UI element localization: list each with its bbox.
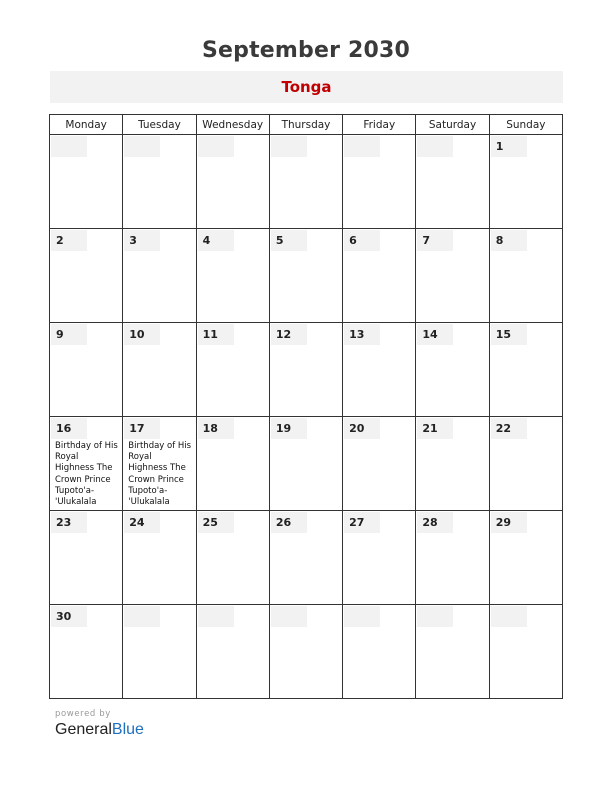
day-number: 7 xyxy=(417,230,453,251)
weekday-header: Monday xyxy=(50,115,123,135)
day-number: 20 xyxy=(344,418,380,439)
day-cell[interactable] xyxy=(50,229,123,323)
country-banner xyxy=(50,71,563,103)
weekday-header: Saturday xyxy=(416,115,489,135)
day-number: 3 xyxy=(124,230,160,251)
brand-blue: Blue xyxy=(111,721,144,738)
day-cell[interactable] xyxy=(343,135,416,229)
day-cell[interactable] xyxy=(123,511,196,605)
day-number: 10 xyxy=(124,324,160,345)
day-cell[interactable] xyxy=(196,417,269,511)
day-cell[interactable] xyxy=(196,605,269,699)
footer xyxy=(55,709,144,739)
day-cell[interactable] xyxy=(196,511,269,605)
day-cell[interactable] xyxy=(269,417,342,511)
day-number: 2 xyxy=(51,230,87,251)
day-number xyxy=(417,606,453,627)
brand-logo[interactable] xyxy=(55,721,144,739)
day-cell[interactable] xyxy=(196,135,269,229)
week-row xyxy=(50,323,563,417)
week-row xyxy=(50,229,563,323)
weekday-header: Thursday xyxy=(269,115,342,135)
day-number: 6 xyxy=(344,230,380,251)
day-cell[interactable] xyxy=(50,417,123,511)
day-cell[interactable] xyxy=(269,229,342,323)
day-cell[interactable] xyxy=(489,511,562,605)
day-cell[interactable] xyxy=(123,229,196,323)
day-number: 8 xyxy=(491,230,527,251)
day-cell[interactable] xyxy=(50,323,123,417)
day-cell[interactable] xyxy=(489,229,562,323)
day-number: 1 xyxy=(491,136,527,157)
day-cell[interactable] xyxy=(489,417,562,511)
day-cell[interactable] xyxy=(489,323,562,417)
day-number: 15 xyxy=(491,324,527,345)
week-row xyxy=(50,605,563,699)
day-number: 9 xyxy=(51,324,87,345)
day-cell[interactable] xyxy=(196,323,269,417)
day-number: 23 xyxy=(51,512,87,533)
day-cell[interactable] xyxy=(269,511,342,605)
week-row xyxy=(50,511,563,605)
day-number xyxy=(198,136,234,157)
weekday-header: Friday xyxy=(343,115,416,135)
day-number: 19 xyxy=(271,418,307,439)
day-number xyxy=(124,606,160,627)
day-cell[interactable] xyxy=(50,511,123,605)
day-cell[interactable] xyxy=(269,323,342,417)
brand-general: General xyxy=(55,721,112,738)
day-number: 16 xyxy=(51,418,87,439)
day-cell[interactable] xyxy=(269,135,342,229)
day-number xyxy=(344,136,380,157)
week-row xyxy=(50,417,563,511)
day-cell[interactable] xyxy=(343,229,416,323)
day-number: 26 xyxy=(271,512,307,533)
day-cell[interactable] xyxy=(416,511,489,605)
day-cell[interactable] xyxy=(416,605,489,699)
calendar-body xyxy=(50,135,563,699)
day-number: 18 xyxy=(198,418,234,439)
day-number xyxy=(124,136,160,157)
weekday-header-row xyxy=(50,115,563,135)
powered-by-text: powered by xyxy=(55,709,111,719)
day-cell[interactable] xyxy=(416,229,489,323)
day-number: 12 xyxy=(271,324,307,345)
day-cell[interactable] xyxy=(123,323,196,417)
holiday-event: Birthday of His Royal Highness The Crown Prince Tupoto'a-'Ulukalala xyxy=(128,441,192,508)
day-cell[interactable] xyxy=(343,323,416,417)
day-number: 13 xyxy=(344,324,380,345)
day-number xyxy=(198,606,234,627)
day-cell[interactable] xyxy=(416,323,489,417)
day-cell[interactable] xyxy=(343,511,416,605)
day-cell[interactable] xyxy=(269,605,342,699)
page-title: September 2030 xyxy=(201,38,411,63)
country-name: Tonga xyxy=(281,78,332,96)
day-cell[interactable] xyxy=(416,135,489,229)
day-cell[interactable] xyxy=(416,417,489,511)
day-number xyxy=(344,606,380,627)
day-cell[interactable] xyxy=(489,605,562,699)
day-number: 17 xyxy=(124,418,160,439)
day-number: 22 xyxy=(491,418,527,439)
day-cell[interactable] xyxy=(343,605,416,699)
day-number: 11 xyxy=(198,324,234,345)
day-number xyxy=(417,136,453,157)
holiday-event: Birthday of His Royal Highness The Crown Prince Tupoto'a-'Ulukalala xyxy=(55,441,118,508)
day-number: 30 xyxy=(51,606,87,627)
day-cell[interactable] xyxy=(123,135,196,229)
calendar-grid xyxy=(49,114,563,699)
day-cell[interactable] xyxy=(50,135,123,229)
day-cell[interactable] xyxy=(123,605,196,699)
day-number xyxy=(491,606,527,627)
day-cell[interactable] xyxy=(489,135,562,229)
day-cell[interactable] xyxy=(343,417,416,511)
day-number: 28 xyxy=(417,512,453,533)
day-number: 5 xyxy=(271,230,307,251)
day-number xyxy=(51,136,87,157)
day-cell[interactable] xyxy=(196,229,269,323)
day-number: 21 xyxy=(417,418,453,439)
weekday-header: Tuesday xyxy=(123,115,196,135)
day-number: 14 xyxy=(417,324,453,345)
day-number xyxy=(271,606,307,627)
day-number: 27 xyxy=(344,512,380,533)
weekday-header: Sunday xyxy=(489,115,562,135)
day-number: 29 xyxy=(491,512,527,533)
day-cell[interactable] xyxy=(50,605,123,699)
week-row xyxy=(50,135,563,229)
weekday-header: Wednesday xyxy=(196,115,269,135)
day-number: 24 xyxy=(124,512,160,533)
day-cell[interactable] xyxy=(123,417,196,511)
day-number: 4 xyxy=(198,230,234,251)
day-number: 25 xyxy=(198,512,234,533)
day-number xyxy=(271,136,307,157)
